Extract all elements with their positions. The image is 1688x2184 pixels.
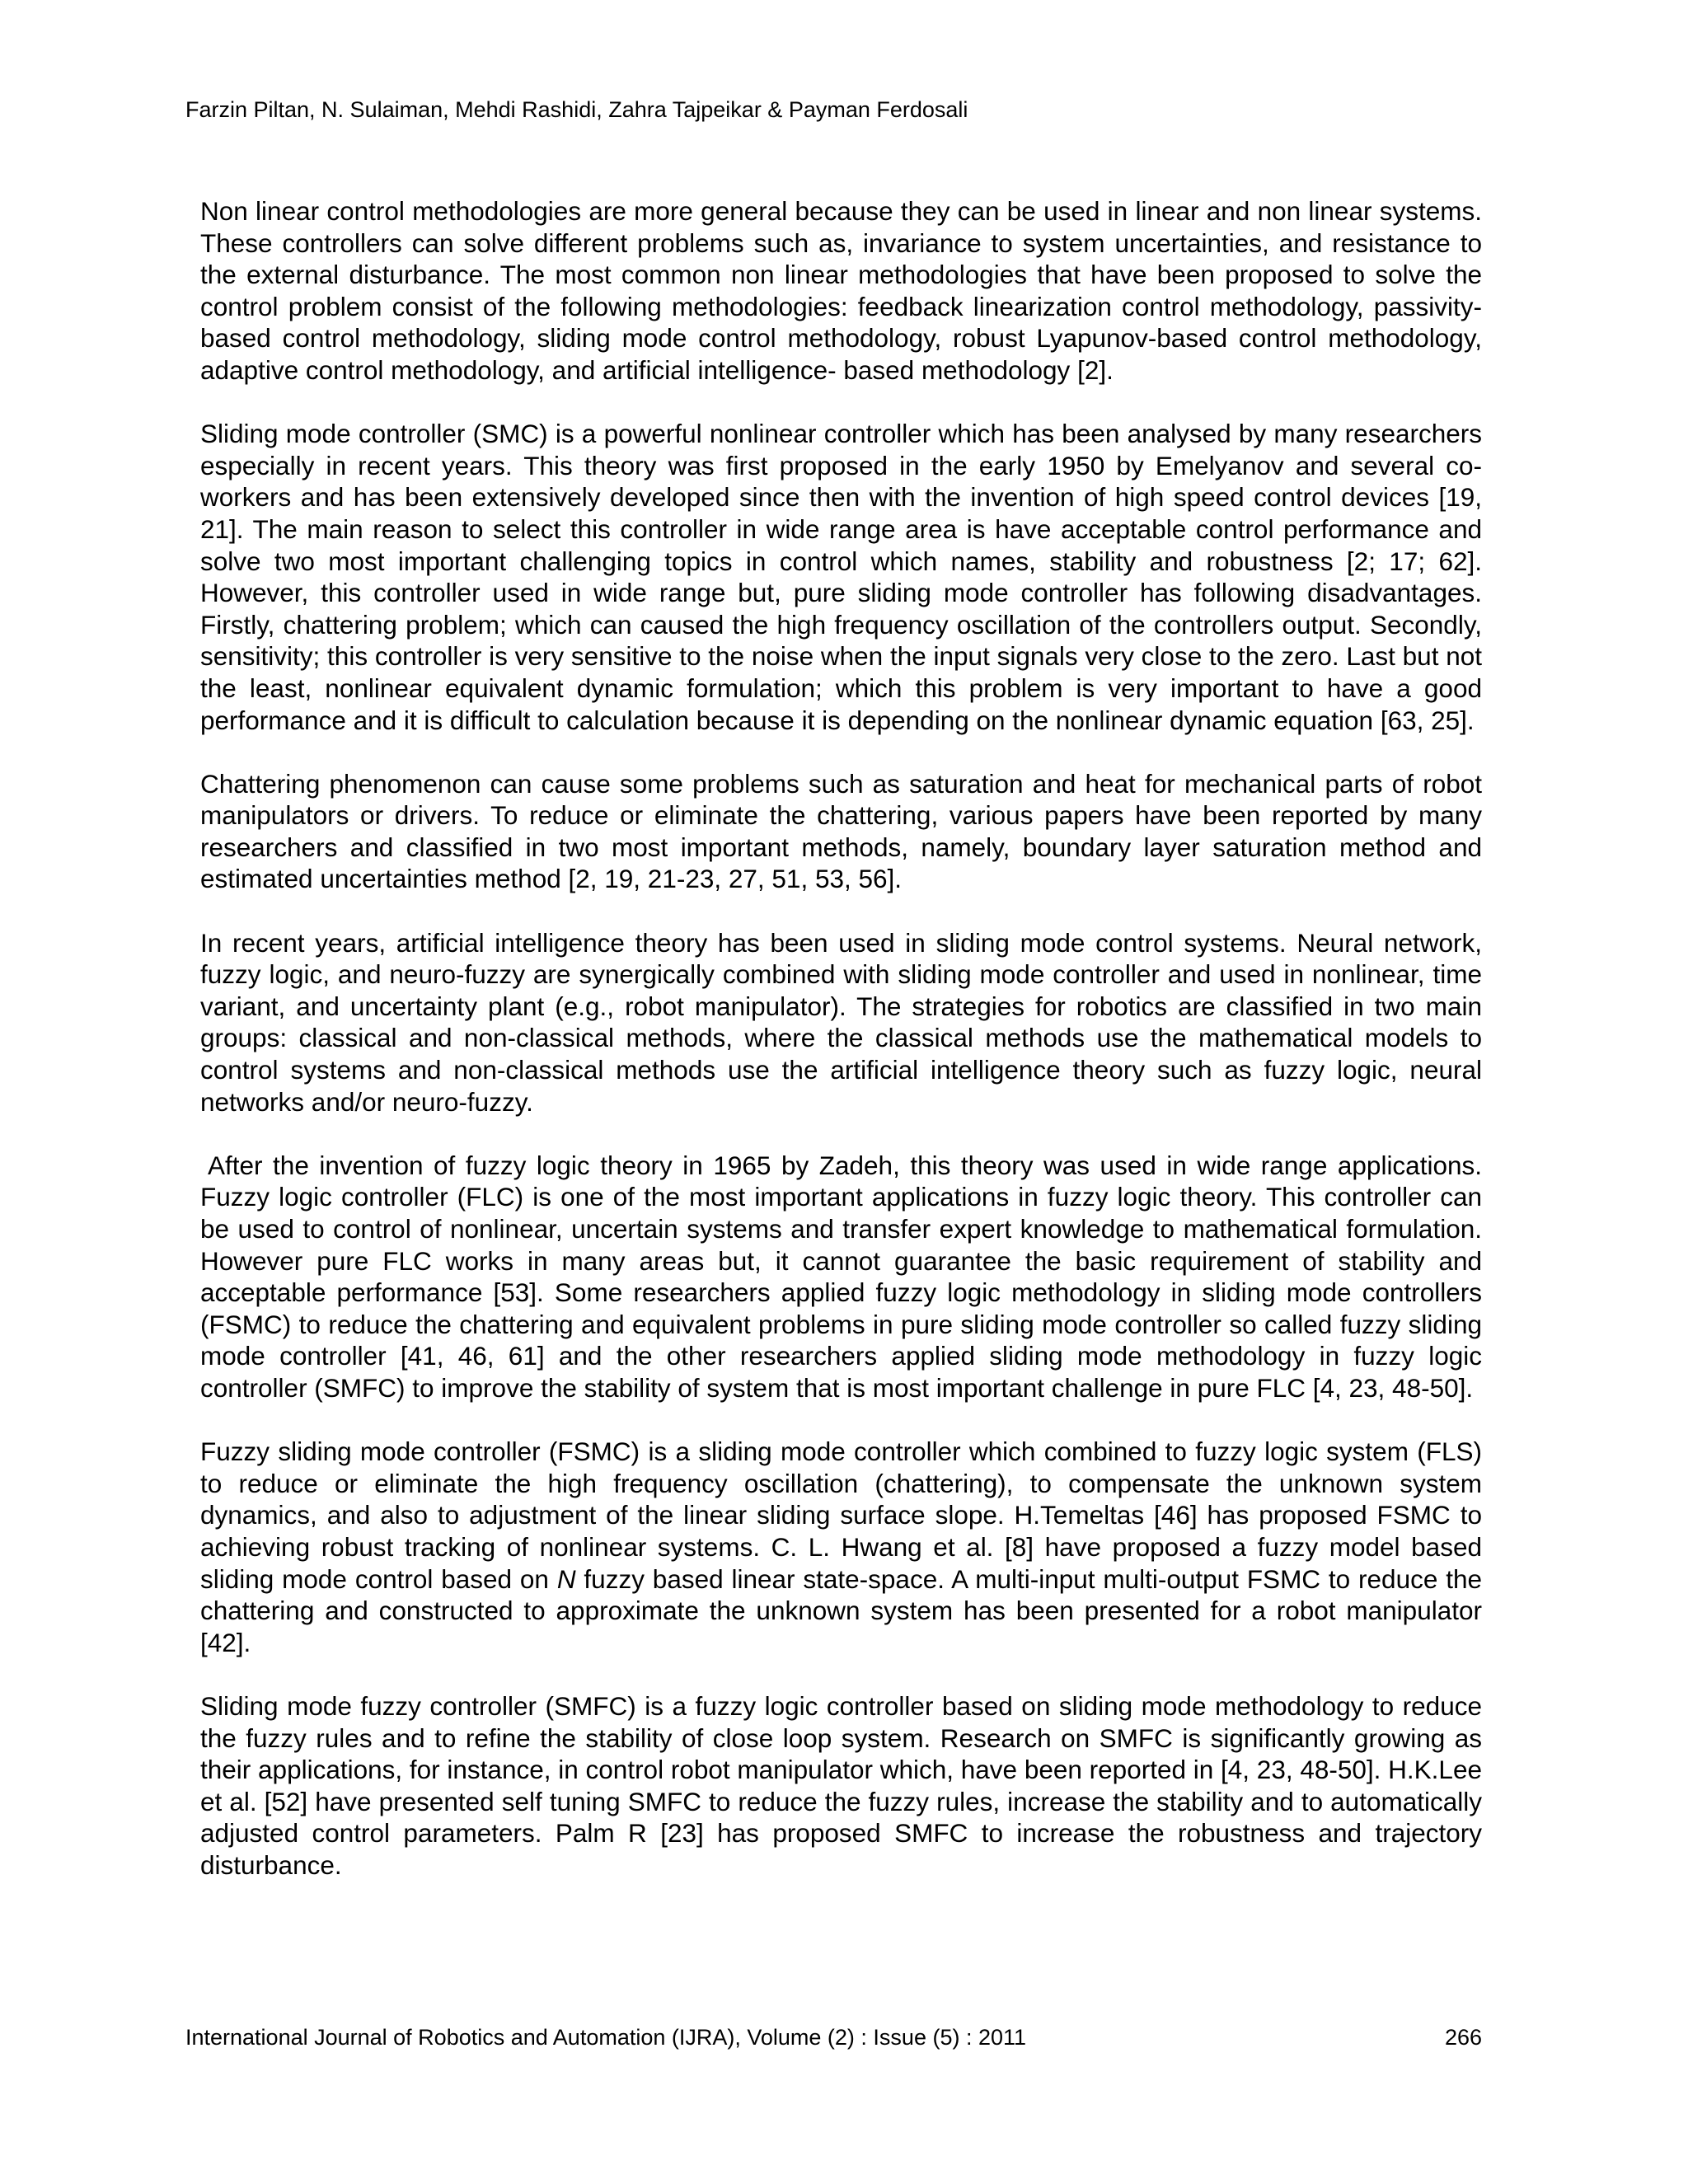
paragraph-fsmc [200,1436,1482,1658]
paragraph-chattering-phenomenon: Chattering phenomenon can cause some problems such as saturation and heat for mechanical parts of robot manipulators or drivers. To reduce or eliminate the chattering, various papers have been reported by many researchers and classified in two most important methods, namely, boundary layer saturation method and estimated uncertainties method [2, 19, 21-23, 27, 51, 53, 56]. [200,768,1482,894]
paragraph-artificial-intelligence: In recent years, artificial intelligence theory has been used in sliding mode control systems. Neural network, fuzzy logic, and neuro-fuzzy are synergically combined with sliding mode controller and used in nonlinear, time variant, and uncertainty plant (e.g., robot manipulator). The strategies for robotics are classified in two main groups: classical and non-classical methods, where the classical methods use the mathematical models to control systems and non-classical methods use the artificial intelligence theory such as fuzzy logic, neural networks and/or neuro-fuzzy. [200,927,1482,1117]
footer-page-number: 266 [1444,2025,1482,2050]
paragraph-sliding-mode-controller: Sliding mode controller (SMC) is a powerful nonlinear controller which has been analysed by many researchers especially in recent years. This theory was first proposed in the early 1950 by Emelyanov and several co-workers and has been extensively developed since then with the invention of high speed control devices [19, 21]. The main reason to select this controller in wide range area is have acceptable control performance and solve two most important challenging topics in control which names, stability and robustness [2; 17; 62]. However, this controller used in wide range but, pure sliding mode controller has following disadvantages. Firstly, chattering problem; which can caused the high frequency oscillation of the controllers output. Secondly, sensitivity; this controller is very sensitive to the noise when the input signals very close to the zero. Last but not the least, nonlinear equivalent dynamic formulation; which this problem is very important to have a good performance and it is difficult to calculation because it is depending on the nonlinear dynamic equation [63, 25]. [200,419,1482,735]
paragraph-fuzzy-logic-theory: After the invention of fuzzy logic theory in 1965 by Zadeh, this theory was used in wide range applications. Fuzzy logic controller (FLC) is one of the most important applications in fuzzy logic theory. This controller can be used to control of nonlinear, uncertain systems and transfer expert knowledge to mathematical formulation. However pure FLC works in many areas but, it cannot guarantee the basic requirement of stability and acceptable performance [53]. Some researchers applied fuzzy logic methodology in sliding mode controllers (FSMC) to reduce the chattering and equivalent problems in pure sliding mode controller so called fuzzy sliding mode controller [41, 46, 61] and the other researchers applied sliding mode methodology in fuzzy logic controller (SMFC) to improve the stability of system that is most important challenge in pure FLC [4, 23, 48-50]. [200,1150,1482,1403]
running-header-authors: Farzin Piltan, N. Sulaiman, Mehdi Rashidi, Zahra Tajpeikar & Payman Ferdosali [185,97,968,122]
body-text [200,195,1482,1913]
footer-journal-citation: International Journal of Robotics and Automation (IJRA), Volume (2) : Issue (5) : 2011 [185,2025,1027,2050]
page-footer [185,2023,1482,2051]
paragraph-nonlinear-methodologies: Non linear control methodologies are more general because they can be used in linear and non linear systems. These controllers can solve different problems such as, invariance to system uncertainties, and resistance to the external disturbance. The most common non linear methodologies that have been proposed to solve the control problem consist of the following methodologies: feedback linearization control methodology, passivity-based control methodology, sliding mode control methodology, robust Lyapunov-based control methodology, adaptive control methodology, and artificial intelligence- based methodology [2]. [200,196,1482,385]
paragraph-fsmc-italic-n: N [556,1563,576,1594]
paragraph-smfc: Sliding mode fuzzy controller (SMFC) is a fuzzy logic controller based on sliding mode methodology to reduce the fuzzy rules and to refine the stability of close loop system. Research on SMFC is significantly growing as their applications, for instance, in control robot manipulator which, have been reported in [4, 23, 48-50]. H.K.Lee et al. [52] have presented self tuning SMFC to reduce the fuzzy rules, increase the stability and to automatically adjusted control parameters. Palm R [23] has proposed SMFC to increase the robustness and trajectory disturbance. [200,1690,1482,1880]
paragraph-fsmc-text-before: Fuzzy sliding mode controller (FSMC) is a sliding mode controller which combined to fuzzy logic system (FLS) to reduce or eliminate the high frequency oscillation (chattering), to compensate the unknown system dynamics, and also to adjustment of the linear sliding surface slope. H.Temeltas [46] has proposed FSMC to achieving robust tracking of nonlinear systems. C. L. Hwang et al. [8] have proposed a fuzzy model based sliding mode control based on [200,1436,1482,1594]
paragraph-fsmc-text-after: fuzzy based linear state-space. A multi-input multi-output FSMC to reduce the chattering and constructed to approximate the unknown system has been presented for a robot manipulator [42]. [200,1563,1483,1657]
